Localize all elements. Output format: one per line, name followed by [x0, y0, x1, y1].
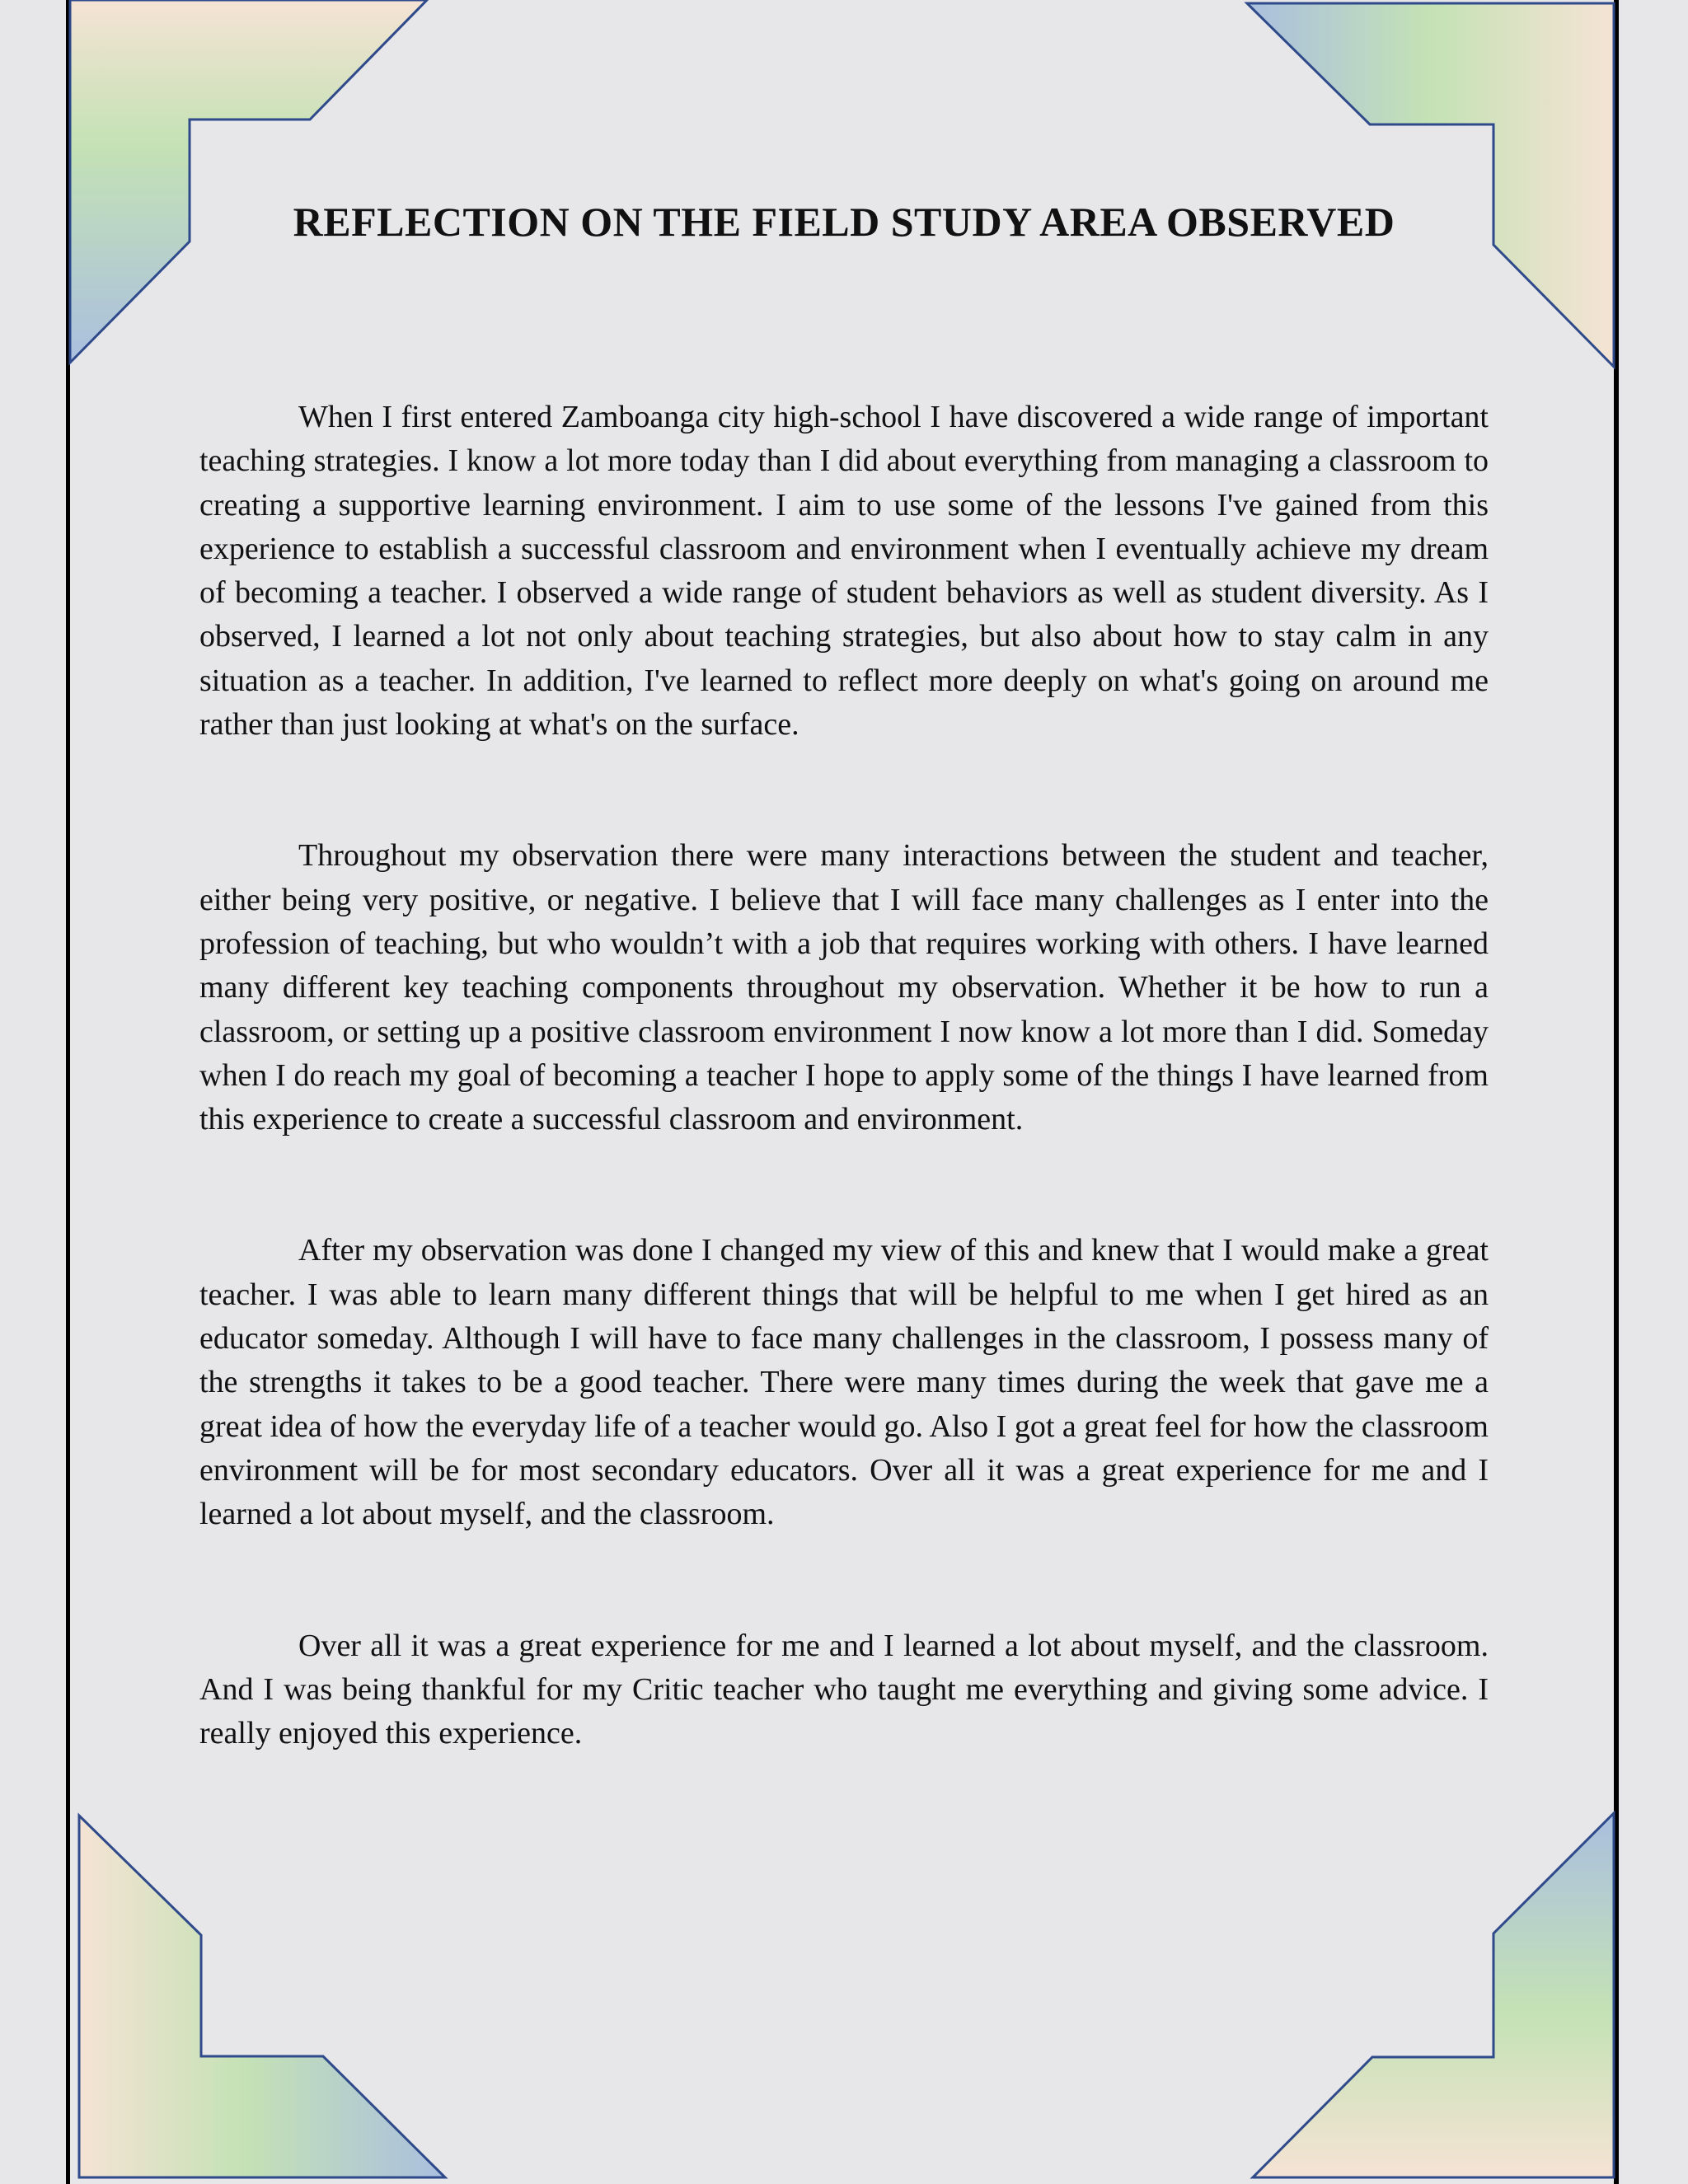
corner-ornament-bottom-left — [0, 1797, 462, 2184]
corner-ornament-top-left — [0, 0, 462, 379]
corner-ornament-top-right — [1236, 0, 1688, 379]
reflection-body — [199, 396, 1489, 1843]
corner-ornament-bottom-right — [1236, 1797, 1688, 2184]
paragraph-4: Over all it was a great experience for me and I learned a lot about myself, and the classroom. And I was being thankful for my Critic teacher who taught me everything and giving some advice. I really enjoyed this experience. — [199, 1628, 1489, 1751]
paragraph-1: When I first entered Zamboanga city high-school I have discovered a wide range of important teaching strategies. I know a lot more today than I did about everything from managing a classroom to creating a supportive learning environment. I aim to use some of the lessons I've gained from this experience to establish a successful classroom and environment when I eventually achieve my dream of becoming a teacher. I observed a wide range of student behaviors as well as student diversity. As I observed, I learned a lot not only about teaching strategies, but also about how to stay calm in any situation as a teacher. In addition, I've learned to reflect more deeply on what's going on around me rather than just looking at what's on the surface. — [199, 400, 1489, 743]
paragraph-2: Throughout my observation there were many interactions between the student and teacher, either being very positive, or negative. I believe that I will face many challenges as I enter into the profession of teaching, but who wouldn’t with a job that requires working with others. I have learned many different key teaching components throughout my observation. Whether it be how to run a classroom, or setting up a positive classroom environment I now know a lot more than I did. Someday when I do reach my goal of becoming a teacher I hope to apply some of the things I have learned from this experience to create a successful classroom and environment. — [199, 838, 1489, 1137]
document-title: REFLECTION ON THE FIELD STUDY AREA OBSERVED — [293, 199, 1395, 245]
paragraph-3: After my observation was done I changed my view of this and knew that I would make a great teacher. I was able to learn many different things that will be helpful to me when I get hired as an educator someday. Although I will have to face many challenges in the classroom, I possess many of the strengths it takes to be a good teacher. There were many times during the week that gave me a great idea of how the everyday life of a teacher would go. Also I got a great feel for how the classroom environment will be for most secondary educators. Over all it was a great experience for me and I learned a lot about myself, and the classroom. — [199, 1233, 1489, 1532]
